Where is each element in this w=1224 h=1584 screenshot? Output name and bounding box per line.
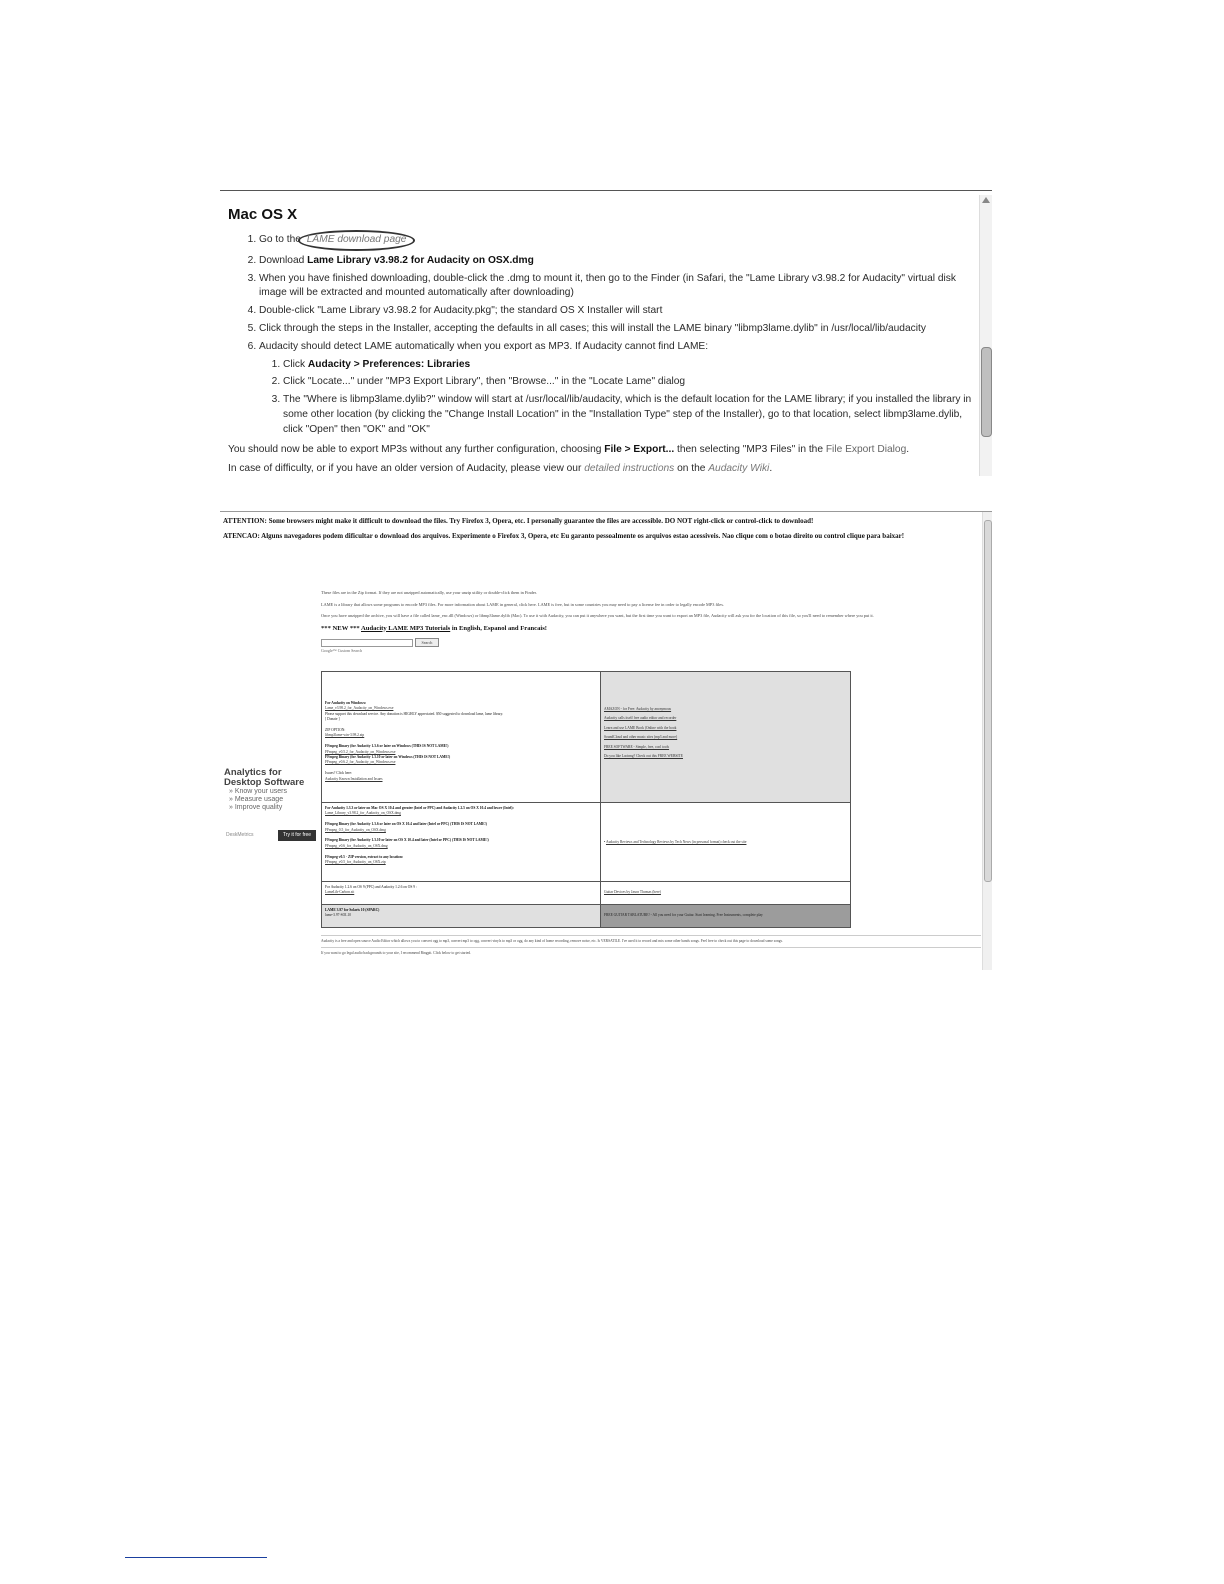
- guitar-devices-cell: [601, 882, 851, 905]
- atencao-notice: ATENCAO: Alguns navegadores podem dificultar o download dos arquivos. Experimente o Firefox 3, Opera, etc Eu garanto pessoalmente os arquivos estao acessiveis. Nao clique com o botao direito ou control clique para baixar!: [223, 532, 905, 540]
- ffmpeg-link[interactable]: FFmpeg_v0.6_for_Audacity_on_OSX.dmg: [325, 843, 388, 848]
- search-form: [321, 638, 881, 647]
- menu-path: File > Export...: [604, 443, 675, 455]
- window-top-border: [220, 190, 992, 191]
- cell-heading: For Audacity on Windows:: [325, 701, 367, 705]
- promo-link[interactable]: FREE SOFTWARE - Simple, free, cool tools: [604, 744, 670, 749]
- guitar-devices-link[interactable]: Guitar Devices by Jason Thomas (here): [604, 890, 661, 895]
- highlight-circle: [298, 230, 416, 251]
- ffmpeg-zip-link[interactable]: FFmpeg_v0.5_for_Audacity_on_OSX.zip: [325, 860, 386, 865]
- step-item: 4. Double-click "Lame Library v3.98.2 for Audacity.pkg"; the standard OS X Installer will start: [259, 304, 973, 319]
- detailed-instructions-link[interactable]: detailed instructions: [584, 462, 675, 474]
- footer-text: If you want to go legal audio backgrounds to your site, I recommend Bingpit. Click below to get started.: [321, 951, 472, 956]
- ad-bullet: » Improve quality: [229, 804, 283, 811]
- mac-lame-link[interactable]: Lame_Library_v3.98.2_for_Audacity_on_OSX.dmg: [325, 811, 401, 816]
- attention-notice: ATTENTION: Some browsers might make it difficult to download the files. Try Firefox 3, Opera, etc. I personally guarantee the files are accessible. DO NOT right-click or control-click to download!: [223, 517, 814, 525]
- promo-link[interactable]: Learn and use LAME Book (Online with the book: [604, 725, 677, 730]
- old-mac-link[interactable]: LameLib-Carbon.sit: [325, 890, 355, 895]
- site-intro: [321, 590, 881, 655]
- ffmpeg-link[interactable]: FFmpeg_0.5_for_Audacity_on_OSX.dmg: [325, 827, 386, 832]
- intro-text: Once you have unzipped the archive, you will have a file called lame_enc.dll (Windows) or libmp3lame.dylib (Mac). To use it with Audacity, you can put it anywhere you want, but the first time you want to export an MP3 file, Audacity will ask you for the location of this file, so you'll need to remember where you put it.: [321, 613, 874, 618]
- vertical-scrollbar[interactable]: [982, 512, 992, 970]
- step-text: Click: [283, 358, 306, 370]
- ad-footer: [224, 830, 316, 842]
- lame-download-site-screenshot: [220, 511, 992, 970]
- step-item: 3. When you have finished downloading, double-click the .dmg to mount it, then go to the Finder (in Safari, the "Lame Library v3.98.2 for Audacity" virtual disk image will be extracted and mounted automatically after downloading): [259, 272, 973, 302]
- sub-step-item: 2. Click "Locate..." under "MP3 Export Library", then "Browse..." in the "Locate Lame" dialog: [283, 375, 973, 390]
- cell-heading: For Audacity 1.2.6 on OS 9 (PPC) and Audacity 1.2.6 on OS 9 :: [325, 885, 417, 889]
- file-export-dialog-link[interactable]: File Export Dialog: [825, 443, 907, 455]
- ad-logo: DeskMetrics: [226, 832, 254, 838]
- promo-link[interactable]: AMAZON - for Free: Audacity by anonymous: [604, 707, 672, 711]
- cell-heading: FFmpeg Binary (for Audacity 1.3.10 or later on Windows (THIS IS NOT LAME!): [325, 755, 451, 760]
- mac-downloads-cell: [322, 803, 601, 882]
- mac-install-section: [228, 204, 973, 476]
- difficulty-paragraph: [228, 462, 973, 476]
- tutorials-link[interactable]: Audacity LAME MP3 Tutorials: [361, 624, 451, 632]
- cell-heading: FFmpeg Binary (for Audacity 1.3.10 or later on OS X 10.4 and later (Intel or PPC) (THIS IS NOT LAME!): [325, 838, 489, 843]
- table-row: [322, 672, 851, 803]
- ffmpeg-link[interactable]: FFmpeg_v0.5.2_for_Audacity_on_Windows.exe: [325, 749, 396, 754]
- cell-heading: ZIP OPTION:: [325, 728, 346, 733]
- step-text: Audacity should detect LAME automatically when you export as MP3. If Audacity cannot find LAME:: [259, 340, 709, 352]
- search-input[interactable]: [321, 639, 413, 647]
- step-item: 5. Click through the steps in the Installer, accepting the defaults in all cases; this will install the LAME binary "libmp3lame.dylib" in /usr/local/lib/audacity: [259, 322, 973, 337]
- downloads-table: [321, 671, 851, 928]
- issues-label: Issues? Click here:: [325, 771, 353, 776]
- donation-note: Please support this download service. Any donation is HIGHLY appreciated. $50 suggested to download lame, lame library.: [325, 711, 504, 716]
- scrollbar-thumb[interactable]: [981, 347, 992, 437]
- step-item: [259, 254, 973, 269]
- para-text: .: [769, 462, 773, 474]
- search-button[interactable]: Search: [415, 638, 439, 647]
- cell-heading: FFmpeg Binary (for Audacity 1.3.6 or later on OS X 10.4 and later (Intel or PPC) (THIS IS NOT LAME!): [325, 822, 487, 827]
- promo-links-cell: [601, 672, 851, 803]
- step-text: Download: [259, 254, 305, 266]
- guitar-tab-text[interactable]: FREE GUITAR TABLATURE! - All you need for your Guitar. Start learning. Free Instruments, complete play: [604, 913, 763, 918]
- divider: [321, 935, 981, 936]
- ffmpeg-link[interactable]: FFmpeg_v0.6.2_for_Audacity_on_Windows.exe: [325, 760, 396, 765]
- new-text: in English, Espanol and Francais!: [451, 624, 547, 632]
- install-steps-list: [228, 230, 973, 438]
- table-row: [322, 803, 851, 882]
- new-label: *** NEW ***: [321, 624, 360, 632]
- intro-text: These files are in the Zip format. If they are not unzipped automatically, use your unzip utility or double-click them in Finder.: [321, 590, 537, 595]
- table-row: [322, 905, 851, 928]
- donate-button[interactable]: [ Donate ]: [325, 717, 340, 722]
- audacity-instructions-screenshot: [220, 190, 992, 476]
- para-text: You should now be able to export MP3s without any further configuration, choosing: [228, 443, 602, 455]
- sub-step-item: 3. The "Where is libmp3lame.dylib?" window will start at /usr/local/lib/audacity, which is the default location for the LAME library; if you installed the library in some other location (by clicking the "Change Install Location" in the "Installation Type" step of the Installer), go to that location, select libmp3lame.dylib, click "Open" then "OK" and "OK": [283, 393, 973, 437]
- audacity-wiki-link[interactable]: Audacity Wiki: [708, 462, 770, 474]
- para-text: In case of difficulty, or if you have an older version of Audacity, please view our: [228, 462, 582, 474]
- section-heading: Mac OS X: [228, 206, 298, 223]
- reviews-link[interactable]: Audacity Reviews and Technology Reviews by Tech News (in personal format) check out the site: [605, 840, 747, 844]
- analytics-ad-banner[interactable]: [224, 768, 316, 846]
- sub-step-item: [283, 358, 973, 373]
- para-text: on the: [677, 462, 706, 474]
- promo-link[interactable]: Audacity calls itself free audio editor and recorder: [604, 716, 677, 721]
- menu-path: Audacity > Preferences: Libraries: [307, 358, 471, 370]
- windows-downloads-cell: [322, 672, 601, 803]
- intro-text: LAME is a library that allows some programs to encode MP3 files. For more information about LAME in general, click here. LAME is free, but in some countries you may need to pay a license fee in order to legally encode MP3 files.: [321, 601, 724, 607]
- para-text: then selecting "MP3 Files" in the: [677, 443, 823, 455]
- cell-heading: FFmpeg Binary (for Audacity 1.3.6 or later on Windows (THIS IS NOT LAME!): [325, 744, 449, 749]
- new-tutorials-line: [321, 626, 881, 633]
- guitar-tab-cell: [601, 905, 851, 928]
- scroll-up-arrow-icon[interactable]: [982, 197, 990, 203]
- lame-download-link[interactable]: LAME download page: [306, 234, 407, 245]
- site-footer: [321, 932, 981, 956]
- promo-link[interactable]: Do you like Lacinng? Check out this FREE WEBSITE: [604, 754, 683, 759]
- export-paragraph: You should now be able to export MP3s without any further configuration, choosing File > Export... then selecting "MP3 Files" in the File Export Dialog.: [228, 443, 910, 455]
- issues-link[interactable]: Audacity Known Installation and Issues: [325, 776, 383, 781]
- ad-bullet: » Know your users: [229, 788, 287, 795]
- old-mac-cell: [322, 882, 601, 905]
- try-free-button[interactable]: Try it for free: [278, 830, 316, 841]
- footnote-rule: [125, 1557, 267, 1558]
- step-item: [259, 230, 973, 251]
- google-custom-search-label: Google™ Custom Search: [321, 648, 363, 653]
- cell-heading: For Audacity 1.3.3 or later on Mac OS X 10.4 and greater (Intel or PPC) and Audacity 1.2.5 on OS X 10.4 and lower (Intel):: [325, 806, 514, 810]
- download-filename: Lame Library v3.98.2 for Audacity on OSX.dmg: [307, 254, 534, 266]
- vertical-scrollbar[interactable]: [979, 195, 992, 476]
- step-item: [259, 340, 973, 438]
- ad-title: Analytics for Desktop Software: [224, 767, 305, 788]
- table-row: [322, 882, 851, 905]
- promo-link[interactable]: SoundCloud and other music sites (mp3 and more): [604, 735, 678, 740]
- cell-heading: FFmpeg v0.5 - ZIP version, extract to any location:: [325, 854, 404, 859]
- zip-link[interactable]: libmp3lame-win-3.98.2.zip: [325, 733, 365, 738]
- ad-bullet: » Measure usage: [229, 796, 284, 803]
- step-text: Go to the: [259, 234, 301, 245]
- divider: [321, 947, 981, 948]
- cell-heading: LAME 3.97 for Solaris 10 (SPARC): [325, 908, 380, 912]
- footer-text: Audacity is a free and open source Audio Editor which allows you to convert ogg to mp3, convert mp3 to ogg, convert vinyls to mp3 or ogg, do any kind of home recording, remove noise, etc. Is VERSATILE. I've used it to record and mix some other bands songs. Feel free to check out this page to download some songs.: [321, 939, 783, 943]
- reviews-cell: • Audacity Reviews and Technology Reviews by Tech News (in personal format) check out the site: [601, 803, 851, 882]
- scrollbar-thumb[interactable]: [984, 520, 992, 882]
- solaris-cell: [322, 905, 601, 928]
- windows-lame-link[interactable]: Lame_v3.98.2_for_Audacity_on_Windows.exe: [325, 706, 394, 711]
- solaris-file: lame-3.97-SOL10: [325, 913, 352, 918]
- sub-steps-list: [259, 358, 973, 438]
